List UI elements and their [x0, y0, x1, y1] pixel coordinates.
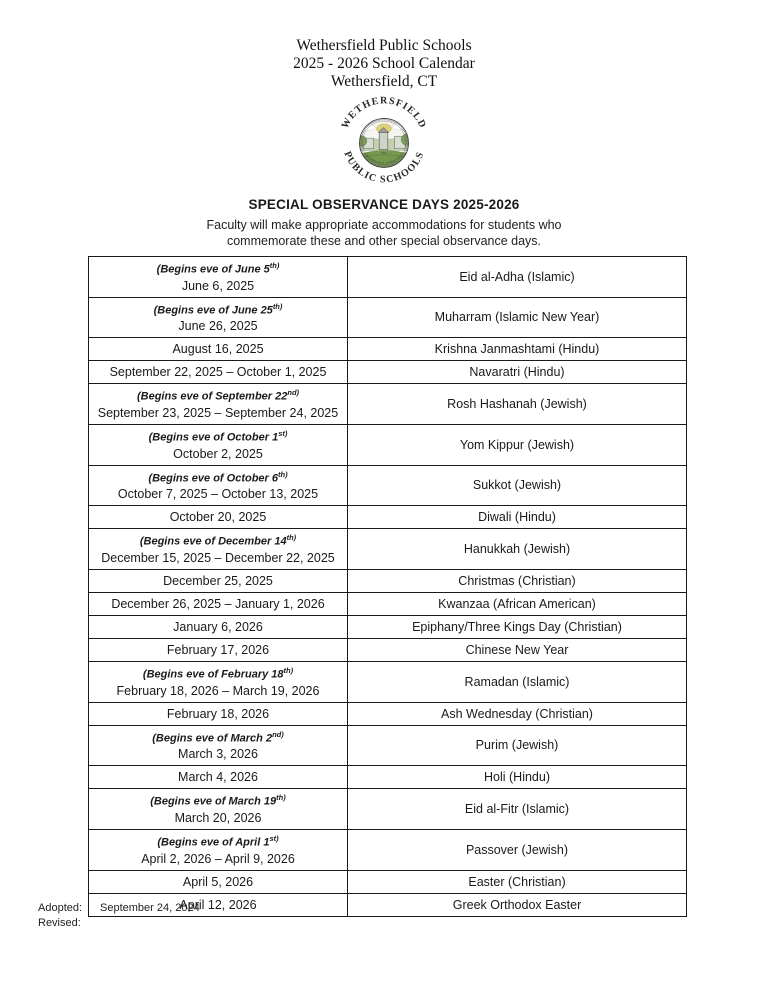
seal-top-text: WETHERSFIELD: [339, 95, 429, 131]
begins-eve-text: (Begins eve of February 18: [142, 668, 284, 681]
table-row: [89, 529, 687, 570]
observance-cell: [348, 789, 687, 830]
begins-eve-note: [93, 531, 343, 549]
date-text: April 2, 2026 – April 9, 2026: [141, 851, 295, 866]
date-cell: [89, 257, 348, 298]
date-text: December 26, 2025 – January 1, 2026: [111, 596, 325, 611]
table-row: [89, 829, 687, 870]
observance-cell: [348, 661, 687, 702]
observance-cell: [348, 361, 687, 384]
observance-text: Sukkot (Jewish): [472, 478, 562, 493]
date-text: October 2, 2025: [173, 446, 263, 461]
begins-eve-note: [93, 259, 343, 277]
observance-text: Rosh Hashanah (Jewish): [447, 397, 587, 412]
table-row: [89, 870, 687, 893]
date-cell: [89, 638, 348, 661]
observance-cell: [348, 725, 687, 766]
begins-eve-note: [93, 300, 343, 318]
date-cell: [89, 297, 348, 338]
table-row: [89, 638, 687, 661]
observance-text: Kwanzaa (African American): [438, 596, 596, 611]
begins-eve-note: [93, 386, 343, 404]
observance-text: Ash Wednesday (Christian): [441, 706, 593, 721]
begins-eve-note: [93, 791, 343, 809]
begins-eve-text: (Begins eve of April 1: [157, 836, 270, 849]
begins-eve-text: (Begins eve of October 1: [148, 431, 279, 444]
observance-text: Muharram (Islamic New Year): [434, 310, 600, 325]
date-text: March 4, 2026: [178, 770, 258, 785]
observance-cell: [348, 297, 687, 338]
table-row: [89, 257, 687, 298]
observance-text: Eid al-Fitr (Islamic): [464, 802, 570, 817]
observance-text: Easter (Christian): [468, 874, 566, 889]
adopted-date: September 24, 2024: [100, 902, 200, 914]
date-cell: [89, 615, 348, 638]
table-row: [89, 506, 687, 529]
table-row: [89, 297, 687, 338]
calendar-year-line: 2025 - 2026 School Calendar: [293, 55, 475, 72]
begins-eve-superscript: th): [286, 533, 297, 543]
date-text: April 5, 2026: [182, 874, 254, 889]
begins-eve-superscript: th): [283, 665, 294, 675]
date-cell: [89, 725, 348, 766]
observance-cell: [348, 702, 687, 725]
begins-eve-note: [93, 728, 343, 746]
table-row: [89, 384, 687, 425]
location-line: Wethersfield, CT: [330, 73, 438, 90]
observance-text: Navaratri (Hindu): [469, 365, 565, 380]
begins-eve-superscript: st): [269, 833, 279, 843]
begins-eve-superscript: th): [272, 301, 283, 311]
observance-cell: [348, 257, 687, 298]
seal-inner-ring-text: WETHERSFIELD CONNECTICUT: [364, 152, 404, 165]
observance-text: Hanukkah (Jewish): [463, 542, 571, 557]
observance-cell: [348, 592, 687, 615]
observance-cell: [348, 424, 687, 465]
observance-cell: [348, 766, 687, 789]
date-cell: [89, 465, 348, 506]
observance-text: Purim (Jewish): [475, 738, 559, 753]
section-subtitle: [0, 218, 768, 249]
observance-text: Krishna Janmashtami (Hindu): [434, 342, 600, 357]
table-row: [89, 702, 687, 725]
date-cell: [89, 338, 348, 361]
date-text: December 15, 2025 – December 22, 2025: [101, 550, 335, 565]
begins-eve-superscript: nd): [287, 388, 300, 398]
begins-eve-superscript: th): [278, 469, 288, 479]
observance-cell: [348, 893, 687, 916]
begins-eve-note: [93, 664, 343, 682]
begins-eve-note: [93, 832, 343, 850]
table-row: [89, 766, 687, 789]
observance-cell: [348, 829, 687, 870]
begins-eve-text: (Begins eve of March 2: [152, 732, 273, 745]
date-text: March 20, 2026: [174, 810, 262, 825]
observance-text: Chinese New Year: [465, 642, 569, 657]
table-row: [89, 361, 687, 384]
begins-eve-text: (Begins eve of March 19: [150, 795, 277, 808]
begins-eve-text: (Begins eve of June 25: [153, 304, 273, 317]
date-text: December 25, 2025: [163, 573, 273, 588]
date-cell: [89, 506, 348, 529]
observance-cell: [348, 569, 687, 592]
observance-cell: [348, 338, 687, 361]
seal-label-text: SEAL: [381, 152, 387, 155]
date-text: February 18, 2026: [166, 706, 270, 721]
date-text: February 18, 2026 – March 19, 2026: [116, 683, 320, 698]
date-text: September 22, 2025 – October 1, 2025: [109, 365, 327, 380]
subtitle-line-2: commemorate these and other special observance days.: [226, 233, 542, 248]
date-cell: [89, 569, 348, 592]
date-text: October 20, 2025: [169, 510, 267, 525]
begins-eve-text: (Begins eve of October 6: [148, 472, 278, 485]
observance-cell: [348, 529, 687, 570]
begins-eve-text: (Begins eve of June 5: [156, 263, 270, 276]
date-cell: [89, 361, 348, 384]
district-seal-logo: [0, 93, 768, 189]
begins-eve-note: [93, 468, 343, 486]
observance-cell: [348, 870, 687, 893]
observance-cell: [348, 506, 687, 529]
table-row: [89, 789, 687, 830]
date-cell: [89, 789, 348, 830]
date-cell: [89, 829, 348, 870]
date-cell: [89, 870, 348, 893]
observance-text: Diwali (Hindu): [478, 510, 556, 525]
date-cell: [89, 424, 348, 465]
date-text: January 6, 2026: [173, 619, 263, 634]
document-footer: [38, 901, 200, 930]
date-cell: [89, 384, 348, 425]
date-cell: [89, 661, 348, 702]
date-cell: [89, 592, 348, 615]
observance-text: Passover (Jewish): [465, 842, 569, 857]
observance-text: Ramadan (Islamic): [464, 674, 570, 689]
begins-eve-superscript: st): [278, 428, 288, 438]
school-name: Wethersfield Public Schools: [296, 37, 472, 54]
observance-text: Greek Orthodox Easter: [452, 897, 582, 912]
begins-eve-text: (Begins eve of September 22: [136, 390, 288, 403]
observance-cell: [348, 615, 687, 638]
begins-eve-superscript: th): [276, 793, 286, 803]
observance-text: Christmas (Christian): [458, 573, 576, 588]
observance-cell: [348, 384, 687, 425]
table-row: [89, 569, 687, 592]
date-cell: [89, 529, 348, 570]
begins-eve-superscript: nd): [272, 729, 284, 739]
revised-label: Revised:: [38, 916, 81, 929]
document-header: [0, 0, 768, 91]
table-row: [89, 615, 687, 638]
seal-icon: [335, 93, 433, 189]
observance-cell: [348, 465, 687, 506]
date-text: March 3, 2026: [178, 747, 258, 762]
date-text: June 6, 2025: [181, 278, 255, 293]
date-text: August 16, 2025: [172, 342, 264, 357]
date-text: June 26, 2025: [178, 319, 258, 334]
subtitle-line-1: Faculty will make appropriate accommodations for students who: [206, 218, 562, 232]
begins-eve-text: (Begins eve of December 14: [139, 535, 287, 548]
begins-eve-superscript: th): [269, 261, 280, 270]
section-title: SPECIAL OBSERVANCE DAYS 2025-2026: [248, 197, 520, 212]
table-row: [89, 338, 687, 361]
begins-eve-note: [93, 427, 343, 445]
table-row: [89, 725, 687, 766]
date-cell: [89, 766, 348, 789]
date-cell: [89, 702, 348, 725]
observance-text: Holi (Hindu): [484, 770, 550, 785]
date-text: April 12, 2026: [179, 897, 257, 912]
table-row: [89, 424, 687, 465]
observance-cell: [348, 638, 687, 661]
adopted-label: Adopted:: [38, 902, 83, 914]
date-text: February 17, 2026: [166, 642, 270, 657]
table-row: [89, 465, 687, 506]
table-row: [89, 661, 687, 702]
date-text: October 7, 2025 – October 13, 2025: [117, 487, 319, 502]
observance-table: [88, 256, 687, 917]
table-row: [89, 592, 687, 615]
seal-bottom-text: PUBLIC SCHOOLS: [341, 149, 427, 186]
observance-text: Yom Kippur (Jewish): [459, 437, 575, 452]
date-text: September 23, 2025 – September 24, 2025: [97, 405, 339, 420]
observance-text: Epiphany/Three Kings Day (Christian): [412, 619, 622, 634]
observance-text: Eid al-Adha (Islamic): [459, 269, 575, 284]
